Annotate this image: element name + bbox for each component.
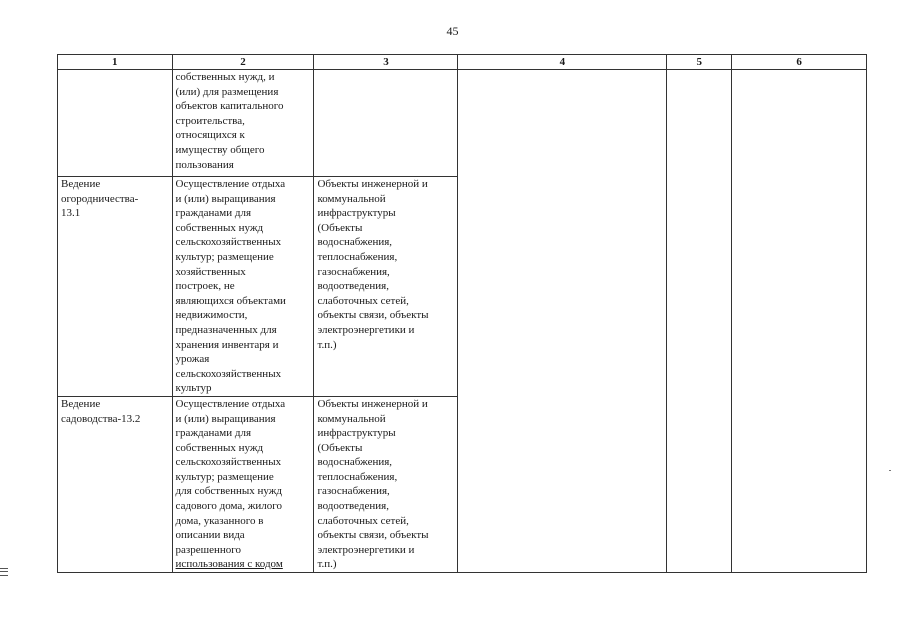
column-header-4: 4: [458, 55, 667, 70]
cell-use-description: Осуществление отдыха и (или) выращивания гражданами для собственных нужд сельскохозяйственных культур; размещение для собственных нужд садового дома, жилого дома, указанного в описании вида разрешенного использования с кодом: [172, 396, 314, 572]
cell-auxiliary-uses: Объекты инженерной и коммунальной инфраструктуры (Объекты водоснабжения, теплоснабжения, газоснабжения, водоотведения, слаботочных сетей, объекты связи, объекты электроэнергетики и т.п.): [314, 396, 458, 572]
cell-column-6: [732, 70, 867, 573]
table-header-row: [58, 55, 867, 70]
cell-use-description: собственных нужд, и (или) для размещения объектов капитального строительства, относящихся к имуществу общего пользования: [172, 70, 314, 177]
cell-auxiliary-uses: [314, 70, 458, 177]
scan-speck: [889, 470, 891, 471]
margin-mark-icon: [0, 568, 8, 576]
page-number: 45: [446, 24, 459, 38]
cell-use-name: [58, 70, 173, 177]
cell-use-description: Осуществление отдыха и (или) выращивания гражданами для собственных нужд сельскохозяйственных культур; размещение хозяйственных построек, не являющихся объектами недвижимости, предназначенных для хранения инвентаря и урожая сельскохозяйственных культур: [172, 177, 314, 397]
cell-last-line: использования с кодом: [175, 558, 283, 571]
column-header-2: 2: [172, 55, 314, 70]
column-header-6: 6: [732, 55, 867, 70]
cell-column-4: [458, 70, 667, 573]
cell-column-5: [667, 70, 732, 573]
column-header-5: 5: [667, 55, 732, 70]
regulations-table: [57, 54, 867, 573]
column-header-1: 1: [58, 55, 173, 70]
column-header-3: 3: [314, 55, 458, 70]
cell-use-name: Ведение огородничества- 13.1: [58, 177, 173, 397]
table-row: [58, 70, 867, 177]
cell-use-name: Ведение садоводства-13.2: [58, 396, 173, 572]
cell-auxiliary-uses: Объекты инженерной и коммунальной инфраструктуры (Объекты водоснабжения, теплоснабжения, газоснабжения, водоотведения, слаботочных сетей, объекты связи, объекты электроэнергетики и т.п.): [314, 177, 458, 397]
